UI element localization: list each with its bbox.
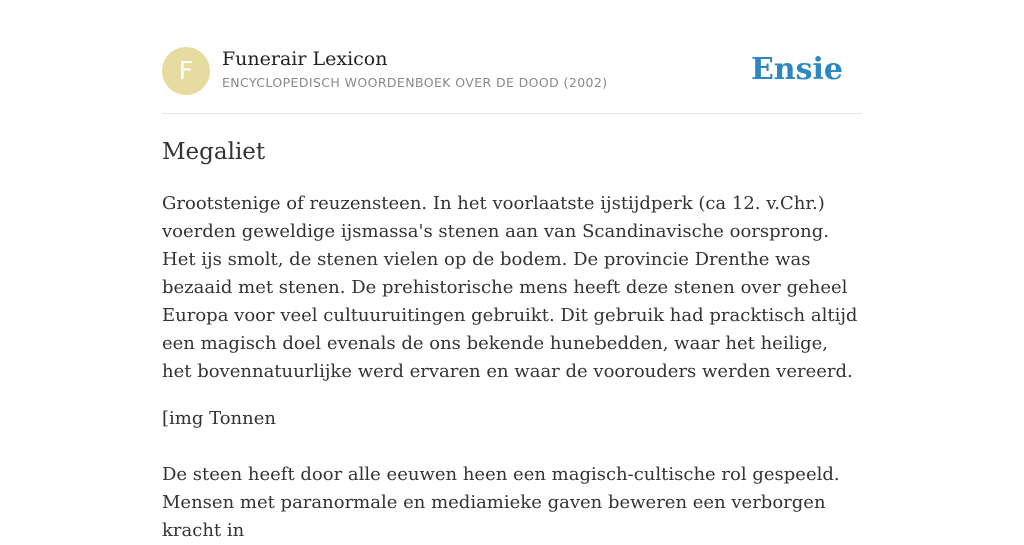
header-divider xyxy=(162,113,862,114)
book-title-link[interactable]: Funerair Lexicon xyxy=(222,48,388,70)
entry-paragraph: Grootstenige of reuzensteen. In het voorlaatste ijstijdperk (ca 12. v.Chr.) voerden geweldige ijsmassa's stenen aan van Scandinavische oorsprong. Het ijs smolt, de stenen vielen op de bodem. De provincie Drenthe was bezaaid met stenen. De prehistorische mens heeft deze stenen over geheel Europa voor veel cultuuruitingen gebruikt. Dit gebruik had pracktisch altijd een magisch doel evenals de ons bekende hunebedden, waar het heilige, het bovennatuurlijke werd ervaren en waar de voorouders werden vereerd. xyxy=(162,193,858,382)
ensie-logo-link[interactable]: Ensie xyxy=(750,52,843,87)
book-subtitle: ENCYCLOPEDISCH WOORDENBOEK OVER DE DOOD (2002) xyxy=(222,75,608,90)
entry-paragraph: [img Tonnen xyxy=(162,408,276,429)
entry-content xyxy=(162,136,862,545)
book-avatar[interactable]: F xyxy=(162,47,210,95)
entry-paragraph: De steen heeft door alle eeuwen heen een magisch-cultische rol gespeeld. Mensen met paranormale en mediamieke gaven beweren een verborgen kracht in xyxy=(162,464,840,541)
entry-title: Megaliet xyxy=(162,139,266,165)
book-header xyxy=(162,46,862,96)
